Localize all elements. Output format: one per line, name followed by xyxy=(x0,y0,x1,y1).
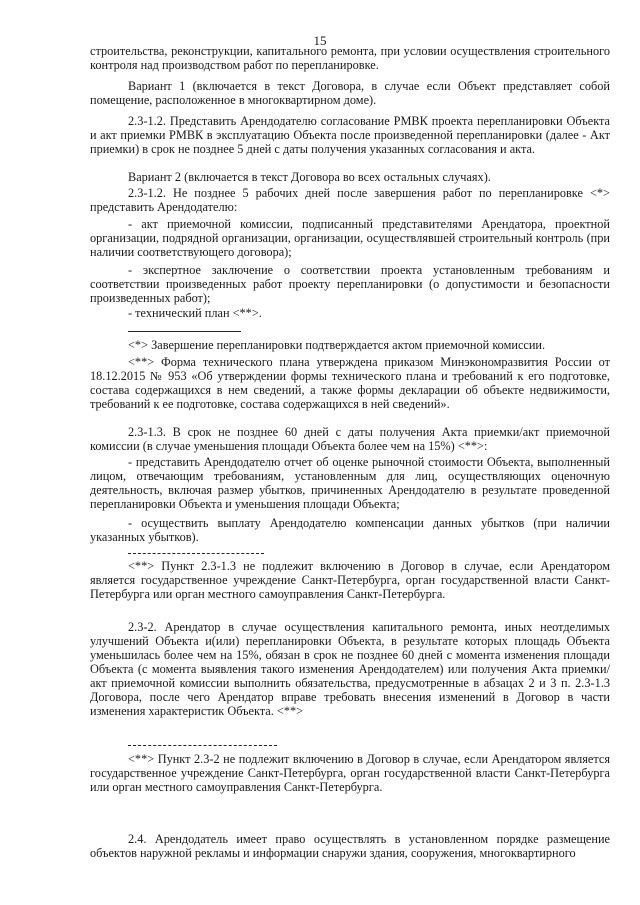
paragraph-7: - технический план <**>. xyxy=(128,306,262,320)
footnote-4: <**> Пункт 2.3-2 не подлежит включению в Договор в случае, если Арендатором является государственное учреждение Санкт-Петербурга, орган государственной власти Санкт-Петербурга или орган местного самоуправления Санкт-Петербурга. xyxy=(90,752,610,794)
page-number: 15 xyxy=(313,33,327,48)
footnote-2: <**> Форма технического плана утверждена приказом Минэкономразвития России от 18.12.2015 № 953 «Об утверждении формы технического плана и требований к его подготовке, состава содержащихся в нем сведений, а также формы декларации об объекте недвижимости, требований к ее подготовке, состава содержащихся в ней сведений». xyxy=(90,355,610,411)
footnote-1: <*> Завершение перепланировки подтверждается актом приемочной комиссии. xyxy=(128,338,546,352)
footnote-separator xyxy=(128,745,277,746)
paragraph-9: - представить Арендодателю отчет об оценке рыночной стоимости Объекта, выполненный лицом, отвечающим требованиям, установленным для лиц, осуществляющих оценочную деятельность, включая размер убытков, причиненных Арендодателю в результате проведенной перепланировки Объекта и уменьшения площади Объекта; xyxy=(90,455,610,511)
paragraph-4: 2.3-1.2. Не позднее 5 рабочих дней после завершения работ по перепланировке <*> представить Арендодателю: xyxy=(90,186,610,214)
paragraph-8: 2.3-1.3. В срок не позднее 60 дней с даты получения Акта приемки/акт приемочной комиссии (в случае уменьшения площади Объекта более чем на 15%) <**>: xyxy=(90,425,610,453)
footnote-3: <**> Пункт 2.3-1.3 не подлежит включению в Договор в случае, если Арендатором является государственное учреждение Санкт-Петербурга, орган государственной власти Санкт-Петербурга или орган местного самоуправления Санкт-Петербурга. xyxy=(90,559,610,601)
paragraph-11: 2.3-2. Арендатор в случае осуществления капитального ремонта, иных неотделимых улучшений Объекта и(или) перепланировки Объекта, в результате которых площадь Объекта уменьшилась более чем на 15%, обязан в срок не позднее 60 дней с момента изменения площади Объекта (с момента выявления такого изменения Арендодателем) или получения Акта приемки/акт приемочной комиссии выполнить обязательства, предусмотренные в абзацах 2 и 3 п. 2.3-1.3 Договора, после чего Арендатор вправе требовать внесения изменений в Договор в части изменения характеристик Объекта. <**> xyxy=(90,620,610,718)
footnote-separator xyxy=(128,331,241,332)
paragraph-2: 2.3-1.2. Представить Арендодателю согласование РМВК проекта перепланировки Объекта и акт приемки РМВК в эксплуатацию Объекта после произведенной перепланировки (далее - Акт приемки) в срок не позднее 5 дней с даты получения указанных согласования и акта. xyxy=(90,114,610,156)
paragraph-3: Вариант 2 (включается в текст Договора во всех остальных случаях). xyxy=(128,170,491,184)
paragraph-5: - акт приемочной комиссии, подписанный представителями Арендатора, проектной организации, подрядной организации, организации, осуществлявшей строительный контроль (при наличии соответствующего договора); xyxy=(90,217,610,259)
footnote-separator xyxy=(128,553,264,554)
paragraph-10: - осуществить выплату Арендодателю компенсации данных убытков (при наличии указанных убытков). xyxy=(90,516,610,544)
paragraph-0: строительства, реконструкции, капитального ремонта, при условии осуществления строительного контроля над производством работ по перепланировке. xyxy=(90,44,610,72)
paragraph-6: - экспертное заключение о соответствии проекта установленным требованиям и соответствии произведенных работ проекту перепланировки (о допустимости и безопасности произведенных работ); xyxy=(90,263,610,305)
paragraph-12: 2.4. Арендодатель имеет право осуществлять в установленном порядке размещение объектов наружной рекламы и информации снаружи здания, сооружения, многоквартирного xyxy=(90,832,610,860)
paragraph-1: Вариант 1 (включается в текст Договора, в случае если Объект представляет собой помещение, расположенное в многоквартирном доме). xyxy=(90,79,610,107)
